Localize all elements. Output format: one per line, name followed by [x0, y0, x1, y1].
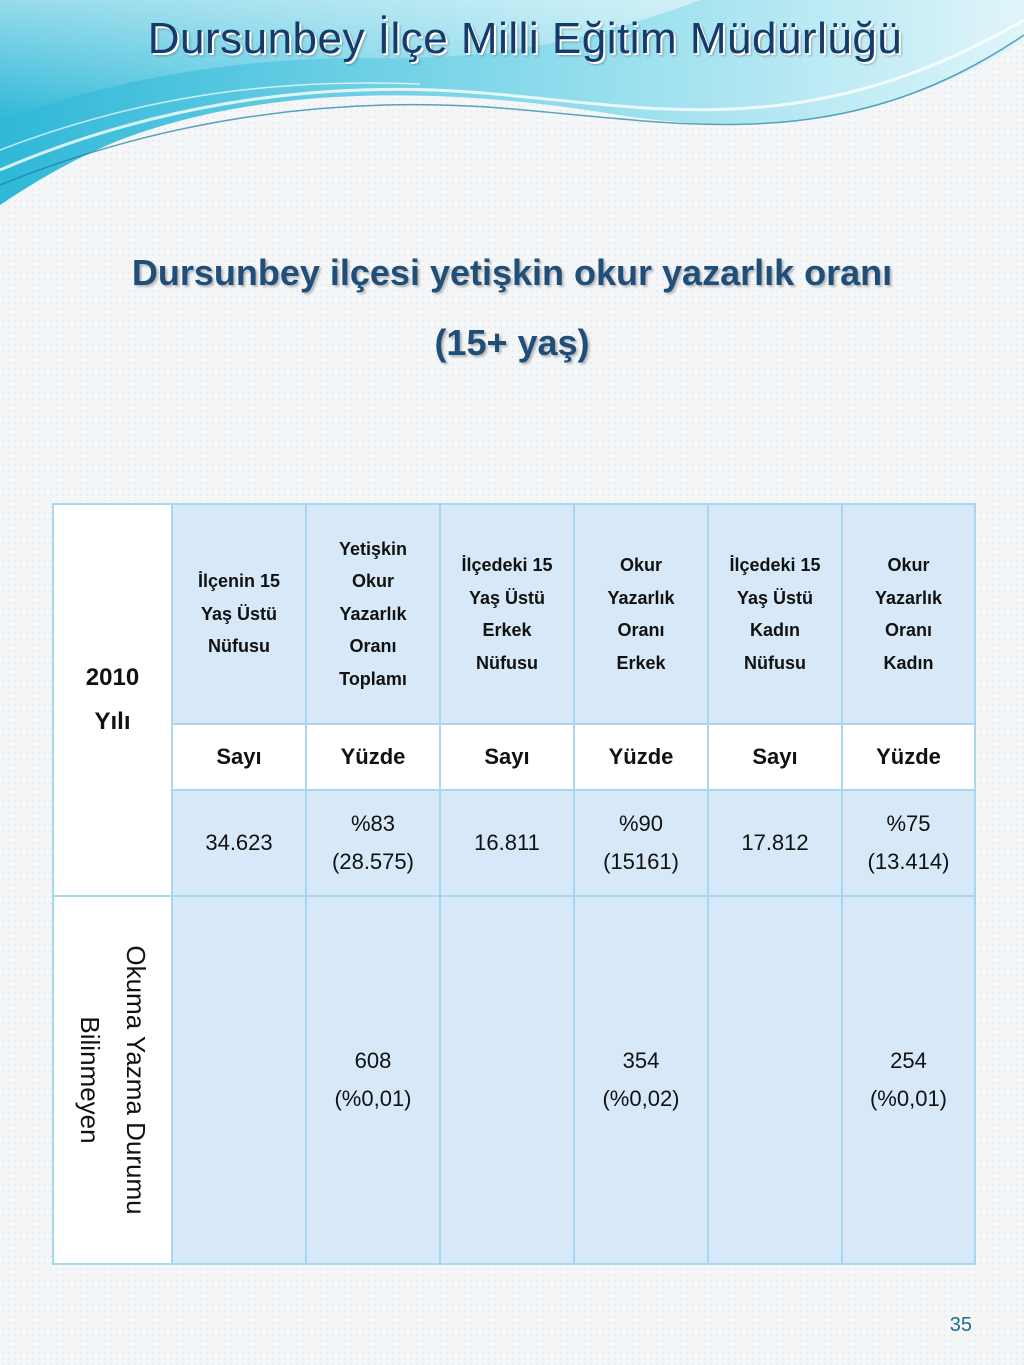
illiterate-empty-cell	[172, 896, 306, 1264]
header-population-15plus: İlçenin 15 Yaş Üstü Nüfusu	[172, 504, 306, 724]
header-female-literacy: Okur Yazarlık Oranı Kadın	[842, 504, 975, 724]
page-number: 35	[949, 1314, 972, 1336]
table-title-age-range: (15+ yaş)	[434, 322, 590, 363]
subheader-count: Sayı	[440, 724, 574, 790]
table-title: Dursunbey ilçesi yetişkin okur yazarlık oranı	[131, 252, 893, 293]
year-number: 2010	[85, 664, 140, 691]
value-male-population: 16.811	[440, 790, 574, 896]
subheader-count: Sayı	[172, 724, 306, 790]
illiterate-value-total: 608 (%0,01)	[306, 896, 440, 1264]
illiterate-label-line1: Okuma Yazma Durumu	[120, 945, 151, 1215]
value-population-15plus: 34.623	[172, 790, 306, 896]
illiterate-row-label	[53, 896, 172, 1264]
header-male-population: İlçedeki 15 Yaş Üstü Erkek Nüfusu	[440, 504, 574, 724]
value-adult-literacy-total: %83 (28.575)	[306, 790, 440, 896]
year-cell	[53, 504, 172, 896]
illiterate-empty-cell	[708, 896, 842, 1264]
subheader-percent: Yüzde	[842, 724, 975, 790]
subheader-percent: Yüzde	[306, 724, 440, 790]
illiterate-value-female: 254 (%0,01)	[842, 896, 975, 1264]
header-male-literacy: Okur Yazarlık Oranı Erkek	[574, 504, 708, 724]
value-male-literacy: %90 (15161)	[574, 790, 708, 896]
year-label: Yılı	[94, 708, 131, 735]
slide-title: Dursunbey İlçe Milli Eğitim Müdürlüğü	[147, 14, 903, 63]
header-adult-literacy-total: Yetişkin Okur Yazarlık Oranı Toplamı	[306, 504, 440, 724]
value-female-population: 17.812	[708, 790, 842, 896]
value-female-literacy: %75 (13.414)	[842, 790, 975, 896]
illiterate-empty-cell	[440, 896, 574, 1264]
illiterate-label-line2: Bilinmeyen	[74, 1016, 105, 1144]
subheader-count: Sayı	[708, 724, 842, 790]
literacy-table	[52, 503, 976, 1265]
subheader-percent: Yüzde	[574, 724, 708, 790]
illiterate-value-male: 354 (%0,02)	[574, 896, 708, 1264]
header-female-population: İlçedeki 15 Yaş Üstü Kadın Nüfusu	[708, 504, 842, 724]
